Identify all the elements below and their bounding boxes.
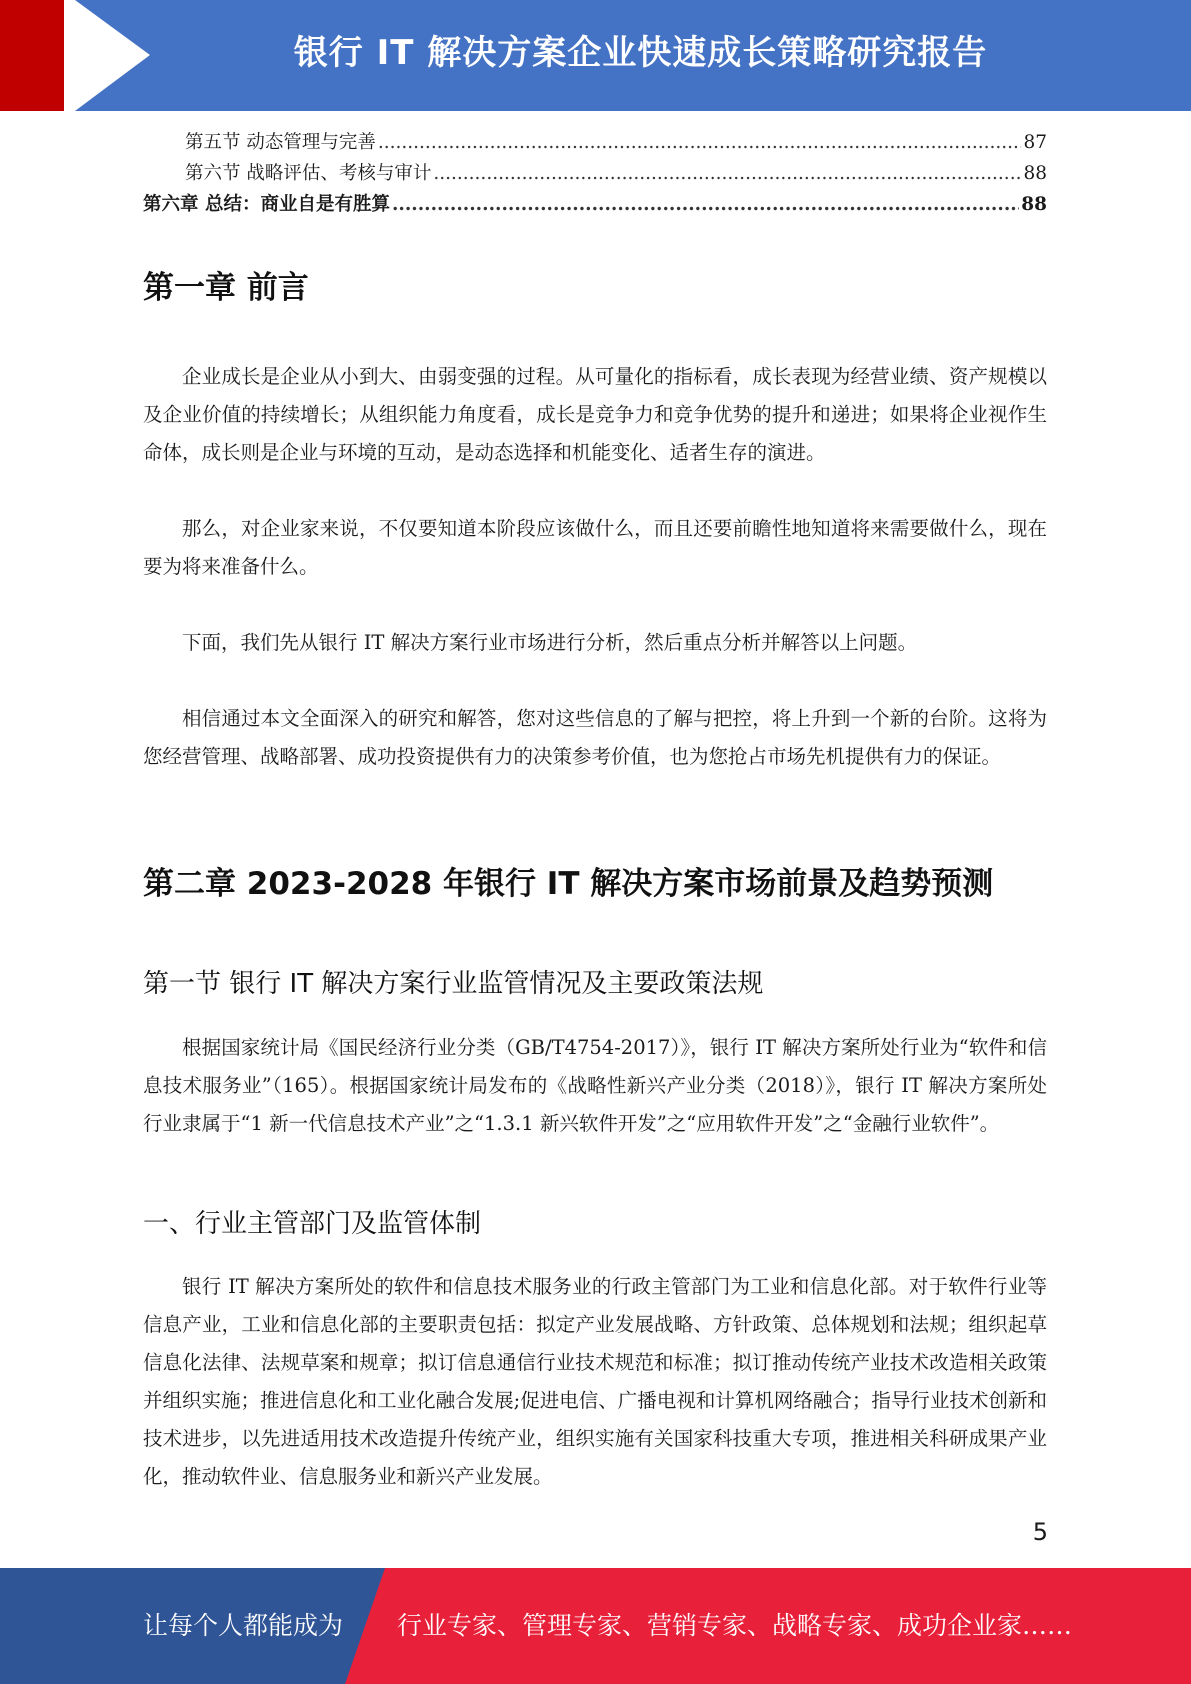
toc-entry-page: 87 xyxy=(1023,132,1047,153)
subsection-1-paragraph: 银行 IT 解决方案所处的软件和信息技术服务业的行政主管部门为工业和信息化部。对于软件行业等信息产业，工业和信息化部的主要职责包括：拟定产业发展战略、方针政策、总体规划和法规；组织起草信息化法律、法规草案和规章；拟订信息通信行业技术规范和标准；拟订推动传统产业技术改造相关政策并组织实施；推进信息化和工业化融合发展;促进电信、广播电视和计算机网络融合；指导行业技术创新和技术进步，以先进适用技术改造提升传统产业，组织实施有关国家科技重大专项，推进相关科研成果产业化，推动软件业、信息服务业和新兴产业发展。 xyxy=(143,1275,1047,1488)
chapter-1-paragraph: 下面，我们先从银行 IT 解决方案行业市场进行分析，然后重点分析并解答以上问题。 xyxy=(182,631,918,654)
subsection-1-heading: 一、行业主管部门及监管体制 xyxy=(143,1209,482,1239)
toc-entry-chapter[interactable] xyxy=(143,190,1047,221)
page-number: 5 xyxy=(1032,1518,1048,1546)
toc-entry-title: 第六节 战略评估、考核与审计 xyxy=(185,163,432,184)
toc-entry-title: 第六章 总结：商业自是有胜算 xyxy=(143,194,390,215)
section-1-paragraph: 根据国家统计局《国民经济行业分类（GB/T4754-2017）》，银行 IT 解决方案所处行业为“软件和信息技术服务业”（165）。根据国家统计局发布的《战略性新兴产业分类（2018）》，银行 IT 解决方案所处行业隶属于“1 新一代信息技术产业”之“1.3.1 新兴软件开发”之“应用软件开发”之“金融行业软件”。 xyxy=(143,1036,1047,1135)
toc-leader-dots xyxy=(378,132,1022,153)
footer-banner xyxy=(0,1568,1191,1684)
footer-slogan-right: 行业专家、管理专家、营销专家、战略专家、成功企业家…… xyxy=(397,1611,1073,1640)
toc-entry[interactable] xyxy=(143,159,1047,190)
section-1-heading: 第一节 银行 IT 解决方案行业监管情况及主要政策法规 xyxy=(143,969,764,999)
footer-slogan-left: 让每个人都能成为 xyxy=(143,1611,344,1640)
chapter-2-heading: 第二章 2023-2028 年银行 IT 解决方案市场前景及趋势预测 xyxy=(143,866,994,902)
toc-entry-title: 第五节 动态管理与完善 xyxy=(185,132,376,153)
report-title: 银行 IT 解决方案企业快速成长策略研究报告 xyxy=(293,33,988,73)
chapter-1-paragraph: 那么，对企业家来说，不仅要知道本阶段应该做什么，而且还要前瞻性地知道将来需要做什么，现在要为将来准备什么。 xyxy=(143,517,1047,578)
table-of-contents xyxy=(143,128,1047,221)
toc-leader-dots xyxy=(433,163,1021,184)
toc-entry[interactable] xyxy=(143,128,1047,159)
chapter-1-paragraph: 企业成长是企业从小到大、由弱变强的过程。从可量化的指标看，成长表现为经营业绩、资产规模以及企业价值的持续增长；从组织能力角度看，成长是竞争力和竞争优势的提升和递进；如果将企业视作生命体，成长则是企业与环境的互动，是动态选择和机能变化、适者生存的演进。 xyxy=(143,365,1047,464)
header-banner xyxy=(0,0,1191,111)
toc-leader-dots xyxy=(392,194,1019,215)
chapter-1-paragraph: 相信通过本文全面深入的研究和解答，您对这些信息的了解与把控，将上升到一个新的台阶。这将为您经营管理、战略部署、成功投资提供有力的决策参考价值，也为您抢占市场先机提供有力的保证。 xyxy=(143,707,1047,768)
toc-entry-page: 88 xyxy=(1021,194,1047,215)
chapter-1-heading: 第一章 前言 xyxy=(143,270,309,306)
toc-entry-page: 88 xyxy=(1023,163,1047,184)
